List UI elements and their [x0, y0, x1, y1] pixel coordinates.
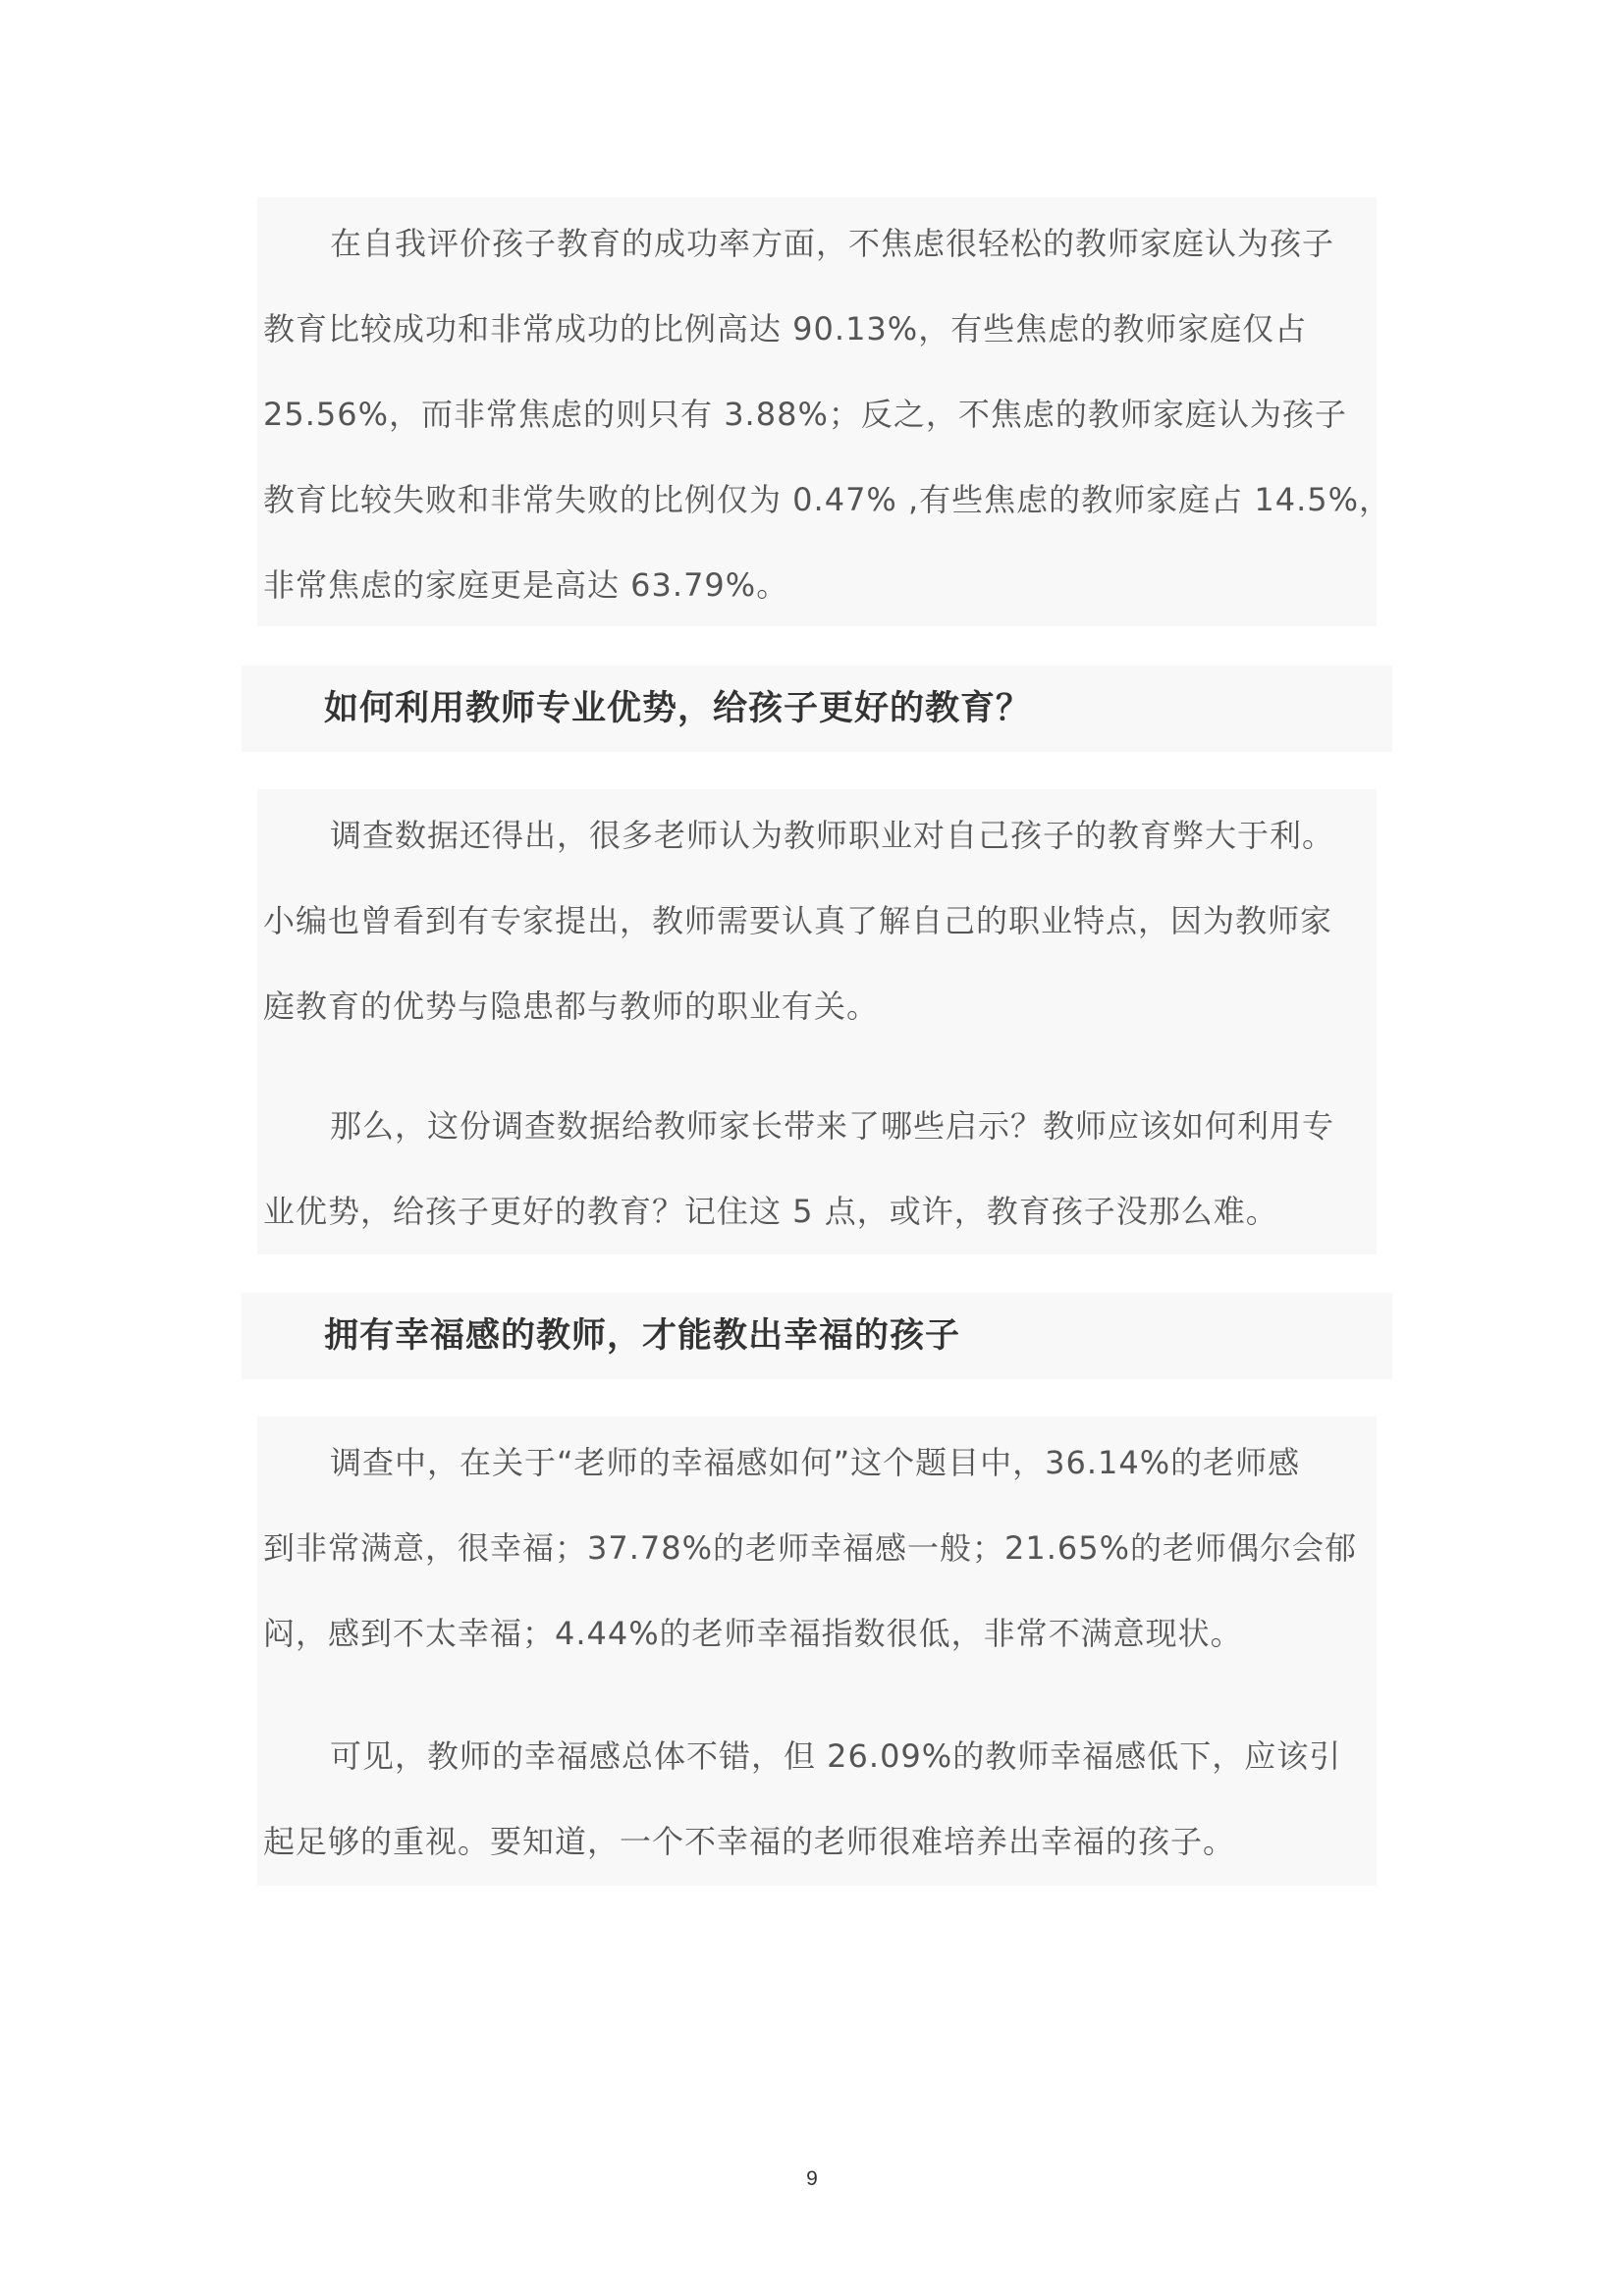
- text-line: 25.56%，而非常焦虑的则只有 3.88%；反之，不焦虑的教师家庭认为孩子: [263, 396, 1347, 433]
- text-line: 起足够的重视。要知道，一个不幸福的老师很难培养出幸福的孩子。: [263, 1823, 1236, 1860]
- text-line: 那么，这份调查数据给教师家长带来了哪些启示？教师应该如何利用专: [330, 1107, 1335, 1145]
- section-heading: 拥有幸福感的教师，才能教出幸福的孩子: [324, 1316, 961, 1356]
- text-line: 业优势，给孩子更好的教育？记住这 5 点，或许，教育孩子没那么难。: [263, 1193, 1278, 1230]
- page-number: 9: [806, 2167, 818, 2190]
- text-line: 教育比较成功和非常成功的比例高达 90.13%，有些焦虑的教师家庭仅占: [263, 310, 1308, 347]
- text-line: 庭教育的优势与隐患都与教师的职业有关。: [263, 988, 880, 1025]
- text-line: 教育比较失败和非常失败的比例仅为 0.47% ,有些焦虑的教师家庭占 14.5%，: [263, 481, 1392, 518]
- text-line: 非常焦虑的家庭更是高达 63.79%。: [263, 566, 789, 604]
- text-line: 闷，感到不太幸福；4.44%的老师幸福指数很低，非常不满意现状。: [263, 1615, 1243, 1652]
- paragraph-block-happiness: [257, 1416, 1377, 1886]
- text-line: 在自我评价孩子教育的成功率方面，不焦虑很轻松的教师家庭认为孩子: [330, 225, 1335, 262]
- paragraph-block-success-rate: [257, 197, 1392, 626]
- text-line: 到非常满意，很幸福；37.78%的老师幸福感一般；21.65%的老师偶尔会郁: [263, 1529, 1358, 1567]
- section-heading: 如何利用教师专业优势，给孩子更好的教育？: [324, 689, 1032, 728]
- section-heading-block: [242, 1293, 1392, 1379]
- text-line: 调查中，在关于“老师的幸福感如何”这个题目中，36.14%的老师感: [330, 1444, 1301, 1481]
- text-line: 调查数据还得出，很多老师认为教师职业对自己孩子的教育弊大于利。: [330, 817, 1335, 854]
- text-line: 小编也曾看到有专家提出，教师需要认真了解自己的职业特点，因为教师家: [263, 902, 1333, 939]
- section-heading-block: [242, 666, 1392, 752]
- paragraph-block-teacher-advantage: [257, 789, 1377, 1255]
- text-line: 可见，教师的幸福感总体不错，但 26.09%的教师幸福感低下，应该引: [330, 1737, 1342, 1775]
